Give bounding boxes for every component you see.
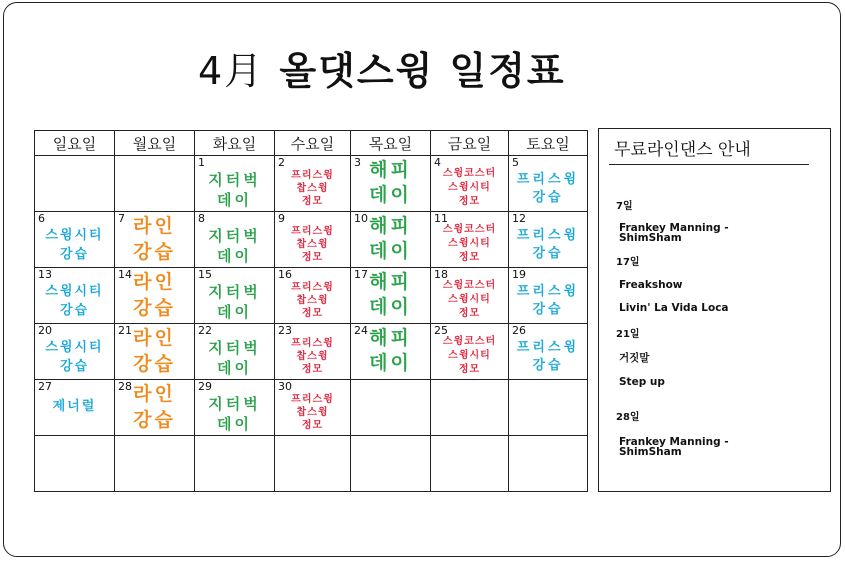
day-number: 7 xyxy=(118,212,125,225)
day-cell xyxy=(115,268,195,324)
day-cell xyxy=(431,212,509,268)
day-cell xyxy=(275,380,351,436)
event-swing-coaster: 스윙코스터 스윙시티 정모 xyxy=(442,336,497,375)
event-line-class: 라인 강습 xyxy=(133,271,176,319)
event-swing-city-class: 스윙시티 강습 xyxy=(45,284,104,318)
day-number: 18 xyxy=(434,268,448,281)
day-cell-empty xyxy=(509,436,588,492)
event-swing-coaster: 스윙코스터 스윙시티 정모 xyxy=(442,168,497,207)
week-row xyxy=(35,156,588,212)
day-cell xyxy=(115,380,195,436)
day-number: 2 xyxy=(278,156,285,169)
title-month: 4月 xyxy=(198,49,265,93)
event-free-swing-class: 프리스윙 강습 xyxy=(516,172,580,205)
day-cell xyxy=(275,324,351,380)
day-number: 17 xyxy=(354,268,368,281)
day-cell xyxy=(275,268,351,324)
week-row xyxy=(35,380,588,436)
day-number: 19 xyxy=(512,268,526,281)
day-cell-empty xyxy=(115,156,195,212)
day-number: 20 xyxy=(38,324,52,337)
day-cell-empty xyxy=(35,436,115,492)
week-row xyxy=(35,212,588,268)
event-happy-day: 해피 데이 xyxy=(369,271,412,318)
day-number: 27 xyxy=(38,380,52,393)
day-cell xyxy=(195,268,275,324)
event-jitterbug-day: 지터벅 데이 xyxy=(208,339,261,377)
weekday-thu: 목요일 xyxy=(351,131,431,156)
info-song: Frankey Manning - xyxy=(619,436,729,448)
weekday-mon: 월요일 xyxy=(115,131,195,156)
event-line-class: 라인 강습 xyxy=(133,327,176,375)
event-swing-coaster: 스윙코스터 스윙시티 정모 xyxy=(442,280,497,319)
line-dance-info-panel xyxy=(598,128,831,492)
day-number: 9 xyxy=(278,212,285,225)
info-song: Freakshow xyxy=(619,279,683,291)
day-number: 25 xyxy=(434,324,448,337)
day-cell xyxy=(195,380,275,436)
day-number: 10 xyxy=(354,212,368,225)
event-jitterbug-day: 지터벅 데이 xyxy=(208,395,261,433)
day-number: 1 xyxy=(198,156,205,169)
event-line-class: 라인 강습 xyxy=(133,383,176,431)
day-cell-empty xyxy=(115,436,195,492)
event-swing-city-class: 스윙시티 강습 xyxy=(45,340,104,374)
day-cell xyxy=(275,156,351,212)
weekday-tue: 화요일 xyxy=(195,131,275,156)
event-free-swing: 프리스윙 찹스윙 정모 xyxy=(291,338,334,375)
info-date: 17일 xyxy=(616,257,640,268)
day-number: 22 xyxy=(198,324,212,337)
day-number: 13 xyxy=(38,268,52,281)
week-row xyxy=(35,436,588,492)
day-cell xyxy=(195,156,275,212)
day-number: 11 xyxy=(434,212,448,225)
day-cell xyxy=(115,212,195,268)
page-title xyxy=(198,40,566,93)
day-cell xyxy=(35,268,115,324)
event-free-swing-class: 프리스윙 강습 xyxy=(516,228,580,261)
info-panel-divider xyxy=(609,164,809,165)
week-row xyxy=(35,324,588,380)
day-cell xyxy=(195,324,275,380)
day-cell-empty xyxy=(35,156,115,212)
day-cell xyxy=(115,324,195,380)
day-cell xyxy=(351,156,431,212)
weekday-header-row xyxy=(35,131,588,156)
calendar-table xyxy=(34,130,588,492)
weekday-sat: 토요일 xyxy=(509,131,588,156)
week-row xyxy=(35,268,588,324)
day-cell xyxy=(351,268,431,324)
event-free-swing-class: 프리스윙 강습 xyxy=(516,284,580,317)
title-text: 올댓스윙 일정표 xyxy=(279,49,566,93)
day-number: 28 xyxy=(118,380,132,393)
event-happy-day: 해피 데이 xyxy=(369,215,412,262)
event-happy-day: 해피 데이 xyxy=(369,327,412,374)
event-swing-coaster: 스윙코스터 스윙시티 정모 xyxy=(442,224,497,263)
day-cell xyxy=(275,212,351,268)
day-cell-empty xyxy=(351,380,431,436)
day-cell-empty xyxy=(431,436,509,492)
info-date: 7일 xyxy=(616,201,633,212)
info-song: Step up xyxy=(619,376,665,388)
day-cell xyxy=(195,212,275,268)
day-cell xyxy=(35,212,115,268)
weekday-sun: 일요일 xyxy=(35,131,115,156)
event-jitterbug-day: 지터벅 데이 xyxy=(208,171,261,209)
event-free-swing: 프리스윙 찹스윙 정모 xyxy=(291,282,334,319)
day-cell xyxy=(351,212,431,268)
weekday-fri: 금요일 xyxy=(431,131,509,156)
day-number: 16 xyxy=(278,268,292,281)
day-cell xyxy=(431,268,509,324)
day-number: 21 xyxy=(118,324,132,337)
day-cell-empty xyxy=(275,436,351,492)
day-number: 14 xyxy=(118,268,132,281)
day-number: 30 xyxy=(278,380,292,393)
day-cell-empty xyxy=(509,380,588,436)
event-jitterbug-day: 지터벅 데이 xyxy=(208,283,261,321)
day-cell-empty xyxy=(195,436,275,492)
day-number: 15 xyxy=(198,268,212,281)
event-free-swing: 프리스윙 찹스윙 정모 xyxy=(291,394,334,431)
day-number: 4 xyxy=(434,156,441,169)
day-cell-empty xyxy=(431,380,509,436)
info-date: 28일 xyxy=(616,412,640,423)
day-number: 3 xyxy=(354,156,361,169)
day-cell xyxy=(431,156,509,212)
info-song: Frankey Manning - xyxy=(619,222,729,234)
info-panel-title: 무료라인댄스 안내 xyxy=(614,140,751,160)
day-number: 8 xyxy=(198,212,205,225)
day-number: 23 xyxy=(278,324,292,337)
day-number: 26 xyxy=(512,324,526,337)
day-cell xyxy=(351,324,431,380)
day-number: 5 xyxy=(512,156,519,169)
day-number: 24 xyxy=(354,324,368,337)
event-happy-day: 해피 데이 xyxy=(369,159,412,206)
info-song: ShimSham xyxy=(619,446,682,458)
day-cell xyxy=(509,156,588,212)
event-free-swing: 프리스윙 찹스윙 정모 xyxy=(291,226,334,263)
day-cell xyxy=(35,324,115,380)
event-general: 제너럴 xyxy=(52,399,97,414)
event-line-class: 라인 강습 xyxy=(133,215,176,263)
info-date: 21일 xyxy=(616,329,640,340)
day-cell xyxy=(509,268,588,324)
day-cell xyxy=(35,380,115,436)
event-free-swing: 프리스윙 찹스윙 정모 xyxy=(291,170,334,207)
day-number: 29 xyxy=(198,380,212,393)
day-cell-empty xyxy=(351,436,431,492)
day-number: 6 xyxy=(38,212,45,225)
event-jitterbug-day: 지터벅 데이 xyxy=(208,227,261,265)
info-song: 거짓말 xyxy=(619,352,650,364)
weekday-wed: 수요일 xyxy=(275,131,351,156)
day-cell xyxy=(509,324,588,380)
event-free-swing-class: 프리스윙 강습 xyxy=(516,340,580,373)
event-swing-city-class: 스윙시티 강습 xyxy=(45,228,104,262)
day-cell xyxy=(431,324,509,380)
info-song: Livin' La Vida Loca xyxy=(619,302,729,314)
day-number: 12 xyxy=(512,212,526,225)
day-cell xyxy=(509,212,588,268)
info-song: ShimSham xyxy=(619,232,682,244)
